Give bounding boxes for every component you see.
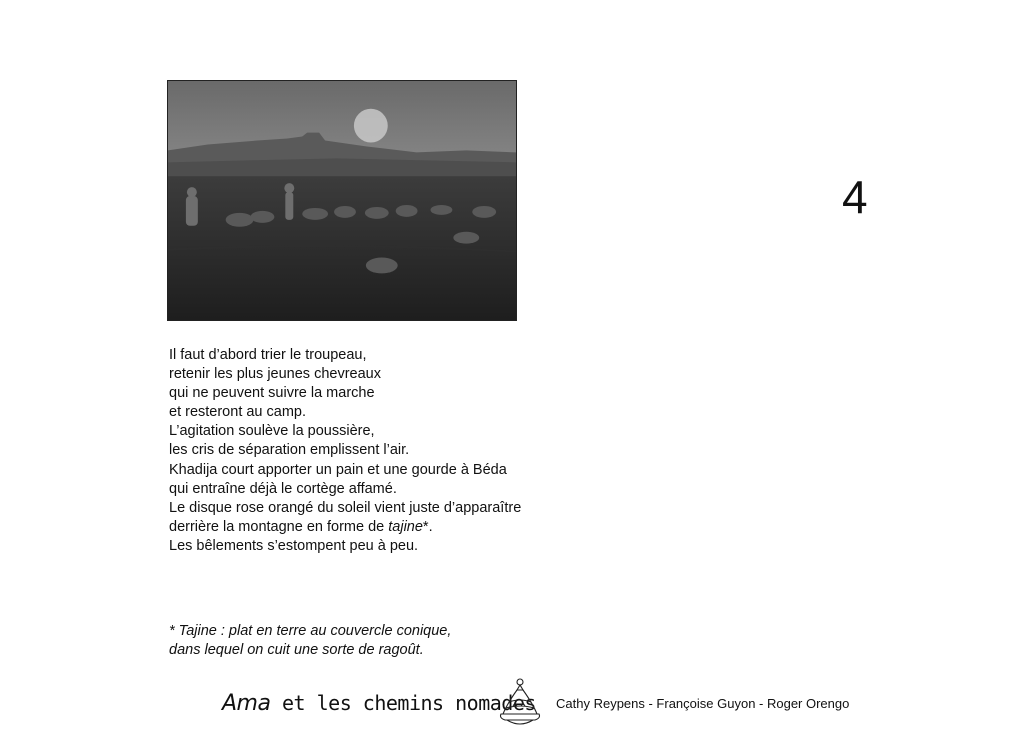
text-line: retenir les plus jeunes chevreaux: [169, 366, 381, 383]
authors: Cathy Reypens - Françoise Guyon - Roger Orengo: [556, 696, 850, 711]
footnote-line: * Tajine : plat en terre au couvercle conique,: [169, 623, 452, 639]
text-fragment: derrière la montagne en forme de: [169, 518, 389, 535]
page-number: 4: [842, 171, 868, 223]
footnote: [169, 622, 451, 660]
text-line: qui ne peuvent suivre la marche: [169, 385, 375, 402]
text-line: Le disque rose orangé du soleil vient juste d’apparaître: [169, 499, 522, 516]
term-tajine: tajine: [388, 518, 423, 535]
tajine-icon: [495, 676, 545, 732]
text-line: qui entraîne déjà le cortège affamé.: [169, 480, 397, 497]
footnote-marker: *.: [422, 518, 433, 535]
text-line: et resteront au camp.: [169, 404, 307, 421]
book-title: [222, 690, 536, 717]
text-line: Khadija court apporter un pain et une gourde à Béda: [169, 461, 507, 478]
footnote-line: dans lequel on cuit une sorte de ragoût.: [169, 642, 424, 658]
text-line: Les bêlements s’estompent peu à peu.: [169, 537, 419, 554]
book-title-rest: et les chemins nomades: [282, 691, 536, 715]
text-line: les cris de séparation emplissent l’air.: [169, 442, 410, 459]
text-line: Il faut d’abord trier le troupeau,: [169, 347, 367, 363]
illustration-photo: [167, 80, 517, 321]
text-line: L’agitation soulève la poussière,: [169, 423, 375, 440]
text-line-with-term: [169, 518, 521, 537]
story-text: [169, 346, 521, 556]
goat-herd-landscape-photo: [168, 81, 516, 320]
book-title-ama: Ama: [222, 691, 271, 716]
